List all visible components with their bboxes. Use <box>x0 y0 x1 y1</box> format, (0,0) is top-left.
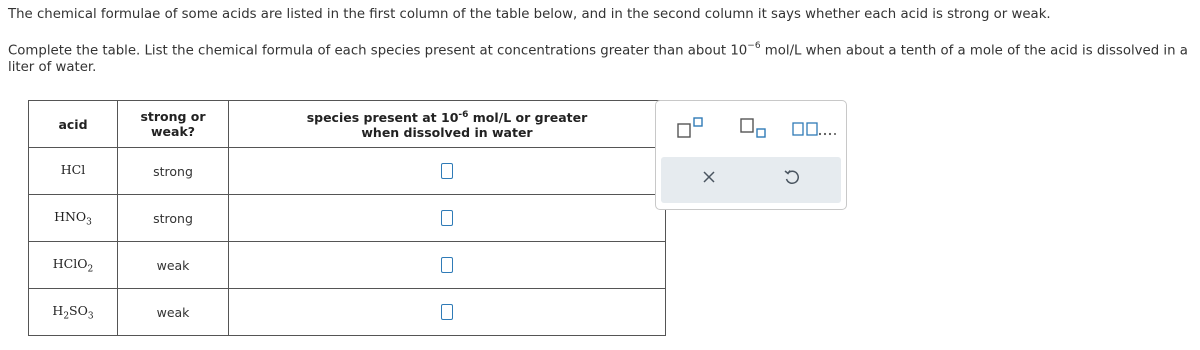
header-species-line2: when dissolved in water <box>361 125 533 141</box>
toolbar-action-row <box>661 157 841 203</box>
formula-subscript: 3 <box>86 217 92 228</box>
intro-line-1: The chemical formulae of some acids are listed in the first column of the table below, and in the second column it says whether each acid is strong or weak. <box>8 7 1051 22</box>
header-species <box>229 101 666 148</box>
species-cell <box>229 195 666 242</box>
header-species-before: species present at 10 <box>306 110 459 126</box>
close-icon[interactable] <box>701 169 717 190</box>
species-cell <box>229 289 666 336</box>
formula-text: SO <box>69 302 88 318</box>
toolbar-format-row <box>656 111 846 145</box>
acid-strength: strong <box>118 148 229 195</box>
ellipsis-icon[interactable] <box>792 121 836 141</box>
math-toolbar <box>655 100 847 210</box>
acid-formula <box>29 195 118 242</box>
header-acid: acid <box>29 101 118 148</box>
species-cell <box>229 148 666 195</box>
species-answer-input[interactable] <box>441 304 453 320</box>
table-row <box>29 242 666 289</box>
intro-line-2 <box>8 39 1193 76</box>
species-answer-input[interactable] <box>441 257 453 273</box>
formula-text: HCl <box>60 161 86 177</box>
header-strength-line1: strong or <box>140 109 206 124</box>
species-answer-input[interactable] <box>441 163 453 179</box>
undo-icon[interactable] <box>783 169 801 192</box>
formula-text: HNO <box>54 208 87 224</box>
intro-line-2-before: Complete the table. List the chemical formula of each species present at concentrations greater than about 10 <box>8 43 748 59</box>
header-species-exp: -6 <box>458 109 469 120</box>
formula-subscript: 3 <box>87 311 94 322</box>
header-strength-line2: weak? <box>150 124 196 139</box>
formula-text: HClO <box>52 255 88 271</box>
formula-text: H <box>52 302 64 318</box>
acid-formula <box>29 148 118 195</box>
acid-formula <box>29 242 118 289</box>
superscript-icon[interactable] <box>676 117 706 143</box>
intro-exponent: −6 <box>747 41 761 51</box>
acid-formula <box>29 289 118 336</box>
formula-subscript: 2 <box>87 264 94 275</box>
acid-strength: strong <box>118 195 229 242</box>
acid-strength: weak <box>118 242 229 289</box>
species-answer-input[interactable] <box>441 210 453 226</box>
acids-table <box>28 100 666 336</box>
intro-line-2-after: mol/L when about a tenth of a mole of the acid is dissolved in a liter of water. <box>8 43 1188 76</box>
acid-strength: weak <box>118 289 229 336</box>
header-strength <box>118 101 229 148</box>
table-row <box>29 148 666 195</box>
problem-statement <box>8 6 1193 76</box>
header-row <box>29 101 666 148</box>
species-cell <box>229 242 666 289</box>
header-species-after: mol/L or greater <box>468 110 588 126</box>
subscript-icon[interactable] <box>739 117 769 143</box>
table-row <box>29 289 666 336</box>
table-row <box>29 195 666 242</box>
formula-subscript: 2 <box>63 311 70 322</box>
